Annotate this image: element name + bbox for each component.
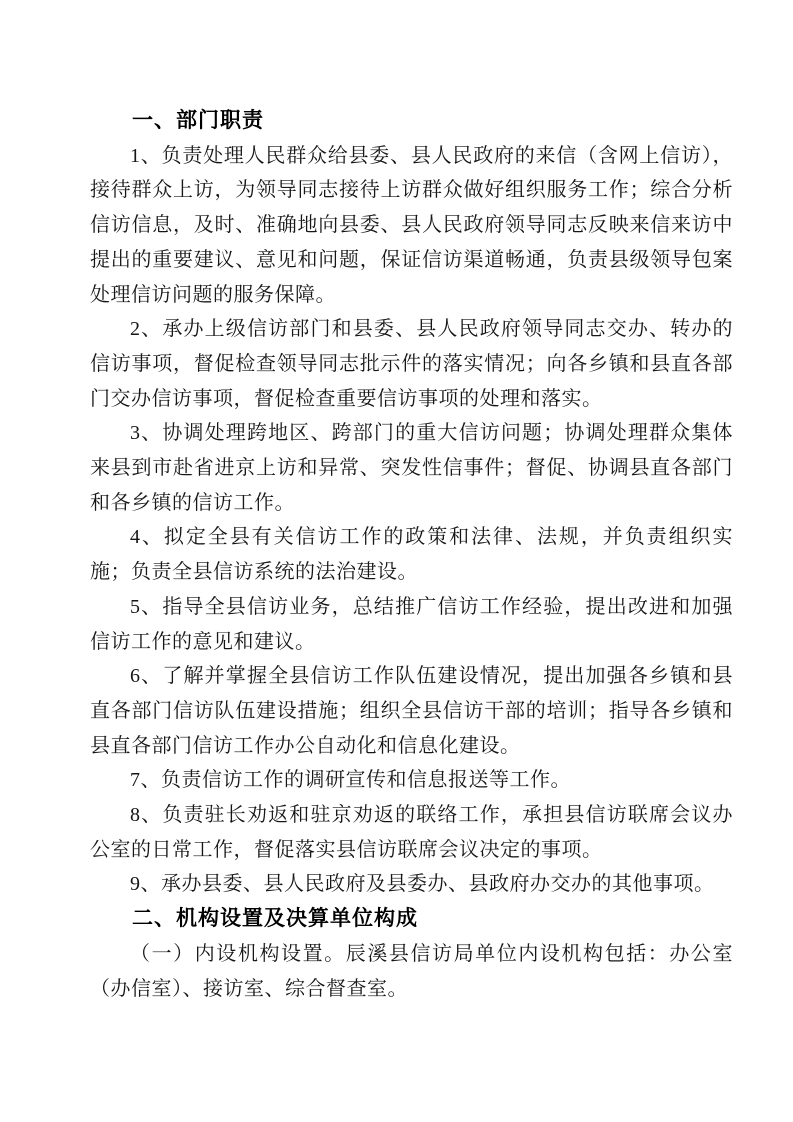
document-paragraph: 6、了解并掌握全县信访工作队伍建设情况，提出加强各乡镇和县直各部门信访队伍建设措施；组织全县信访干部的培训；指导各乡镇和县直各部门信访工作办公自动化和信息化建设。 (90, 665, 733, 757)
document-paragraph: 9、承办县委、县人民政府及县委办、县政府办交办的其他事项。 (130, 873, 715, 896)
document-paragraph: 1、负责处理人民群众给县委、县人民政府的来信（含网上信访），接待群众上访，为领导同志接待上访群众做好组织服务工作；综合分析信访信息，及时、准确地向县委、县人民政府领导同志反映来信来访中提出的重要建议、意见和问题，保证信访渠道畅通，负责县级领导包案处理信访问题的服务保障。 (90, 144, 733, 306)
document-paragraph: （一）内设机构设置。辰溪县信访局单位内设机构包括：办公室（办信室）、接访室、综合督查室。 (90, 942, 733, 1000)
document-paragraph: 5、指导全县信访业务，总结推广信访工作经验，提出改进和加强信访工作的意见和建议。 (90, 595, 733, 653)
document-paragraph: 8、负责驻长劝返和驻京劝返的联络工作，承担县信访联席会议办公室的日常工作，督促落实县信访联席会议决定的事项。 (90, 804, 733, 861)
document-paragraph: 3、协调处理跨地区、跨部门的重大信访问题；协调处理群众集体来县到市赴省进京上访和异常、突发性信事件；督促、协调县直各部门和各乡镇的信访工作。 (90, 422, 733, 514)
section-heading: 二、机构设置及决算单位构成 (132, 907, 418, 931)
document-paragraph: 2、承办上级信访部门和县委、县人民政府领导同志交办、转办的信访事项，督促检查领导同志批示件的落实情况；向各乡镇和县直各部门交办信访事项，督促检查重要信访事项的处理和落实。 (90, 318, 733, 410)
document-paragraph: 4、拟定全县有关信访工作的政策和法律、法规，并负责组织实施；负责全县信访系统的法治建设。 (90, 526, 733, 584)
section-heading: 一、部门职责 (132, 109, 264, 132)
document-paragraph: 7、负责信访工作的调研宣传和信息报送等工作。 (130, 769, 571, 792)
